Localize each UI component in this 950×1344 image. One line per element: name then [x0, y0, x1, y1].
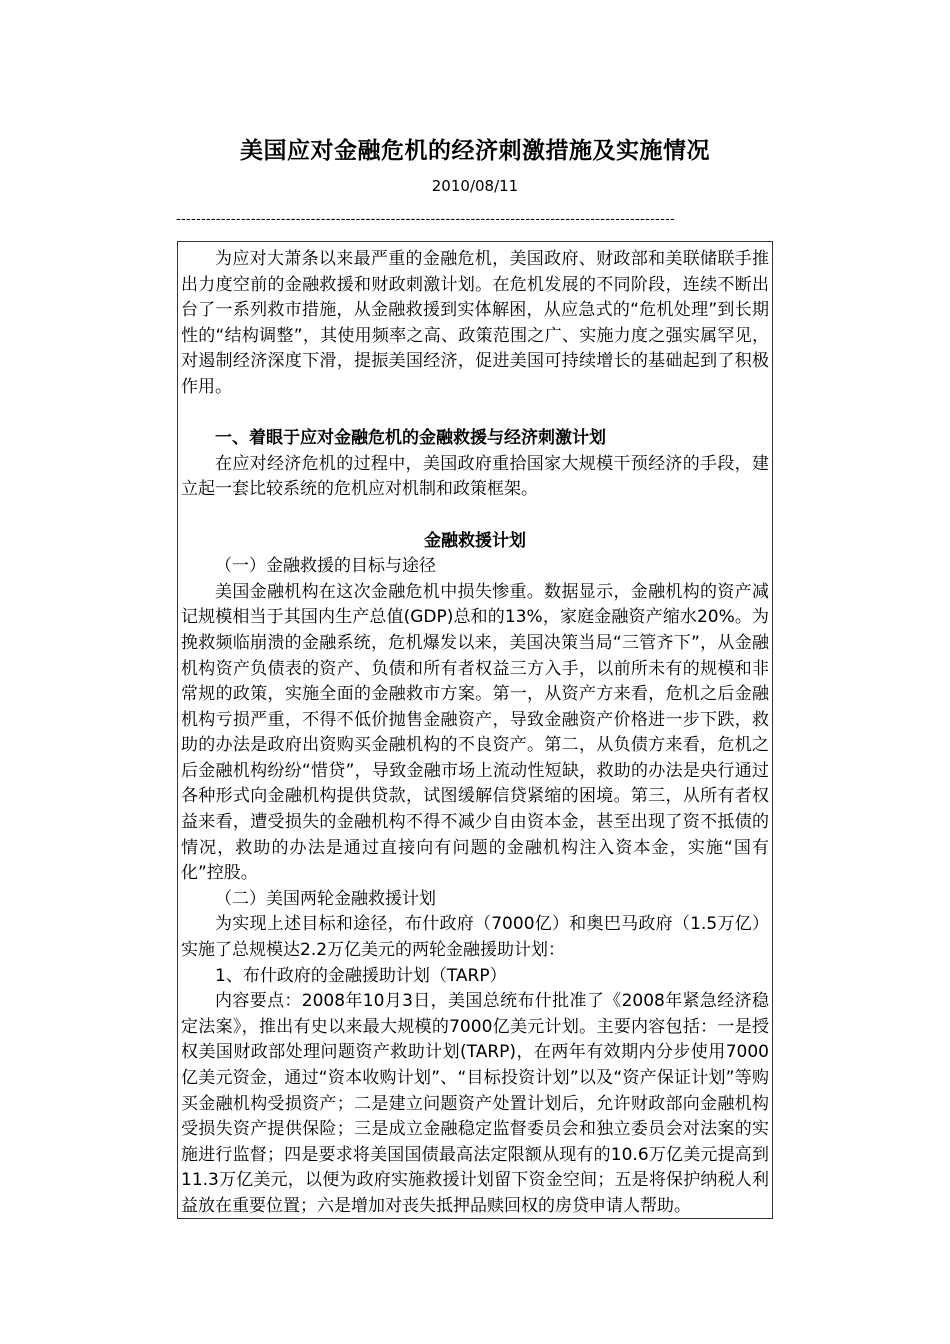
part2-heading: （二）美国两轮金融救援计划	[215, 888, 436, 909]
part1-heading: （一）金融救援的目标与途径	[215, 556, 436, 577]
subsection-heading: 金融救援计划	[424, 530, 526, 551]
spacer	[181, 401, 769, 427]
spacer	[181, 503, 769, 529]
part1-paragraph: 美国金融机构在这次金融危机中损失惨重。数据显示，金融机构的资产减记规模相当于其国内生产总值(GDP)总和的13%，家庭金融资产缩水20%。为挽救频临崩溃的金融系统，危机爆发以来，美国决策当局“三管齐下”，从金融机构资产负债表的资产、负债和所有者权益三方入手，以前所未有的规模和非常规的政策，实施全面的金融救市方案。第一，从资产方来看，危机之后金融机构亏损严重，不得不低价抛售金融资产，导致金融资产价格进一步下跌，救助的办法是政府出资购买金融机构的不良资产。第二，从负债方来看，危机之后金融机构纷纷“惜贷”，导致金融市场上流动性短缺，救助的办法是央行通过各种形式向金融机构提供贷款，试图缓解信贷紧缩的困境。第三，从所有者权益来看，遭受损失的金融机构不得不减少自由资本金，甚至出现了资不抵债的情况，救助的办法是通过直接向有问题的金融机构注入资本金，实施“国有化”控股。	[181, 581, 769, 884]
content-box	[177, 241, 773, 1219]
item1-paragraph: 内容要点：2008年10月3日，美国总统布什批准了《2008年紧急经济稳定法案》，推出有史以来最大规模的7000亿美元计划。主要内容包括：一是授权美国财政部处理问题资产救助计划(TARP)，在两年有效期内分步使用7000亿美元资金，通过“资本收购计划”、“目标投资计划”以及“资产保证计划”等购买金融机构受损资产；二是建立问题资产处置计划后，允许财政部向金融机构受损失资产提供保险；三是成立金融稳定监督委员会和独立委员会对法案的实施进行监督；四是要求将美国国债最高法定限额从现有的10.6万亿美元提高到11.3万亿美元，以便为政府实施救援计划留下资金空间；五是将保护纳税人利益放在重要位置；六是增加对丧失抵押品赎回权的房贷申请人帮助。	[181, 991, 769, 1216]
document-date: 2010/08/11	[431, 177, 519, 195]
item1-heading: 1、布什政府的金融援助计划（TARP）	[215, 965, 507, 986]
document-title: 美国应对金融危机的经济刺激措施及实施情况	[240, 138, 710, 164]
part2-paragraph: 为实现上述目标和途径，布什政府（7000亿）和奥巴马政府（1.5万亿）实施了总规模达2.2万亿美元的两轮金融援助计划：	[181, 914, 769, 961]
section-paragraph: 在应对经济危机的过程中，美国政府重拾国家大规模干预经济的手段，建立起一套比较系统的危机应对机制和政策框架。	[181, 453, 769, 500]
intro-paragraph: 为应对大萧条以来最严重的金融危机，美国政府、财政部和美联储联手推出力度空前的金融救援和财政刺激计划。在危机发展的不同阶段，连续不断出台了一系列救市措施，从金融救援到实体解困，从应急式的“危机处理”到长期性的“结构调整”，其使用频率之高、政策范围之广、实施力度之强实属罕见，对遏制经济深度下滑，提振美国经济，促进美国可持续增长的基础起到了积极作用。	[181, 249, 769, 397]
divider-line: ----------------------------------------------------------------------------------------------------	[176, 212, 676, 227]
section-heading: 一、着眼于应对金融危机的金融救援与经济刺激计划	[215, 428, 606, 449]
